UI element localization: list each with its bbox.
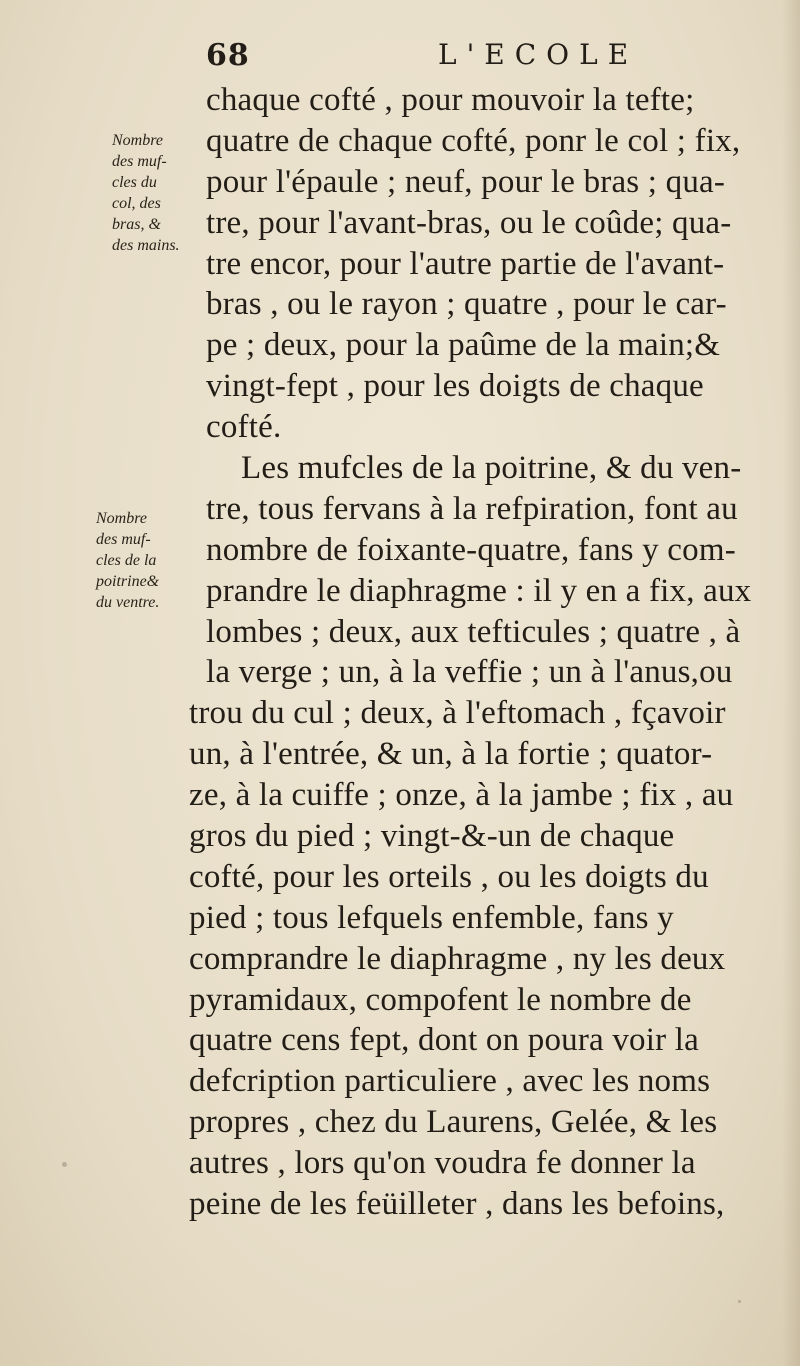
margin-note-line: poitrine& — [96, 573, 160, 590]
margin-note-line: Nombre — [96, 510, 147, 527]
ink-spot — [738, 1300, 741, 1303]
margin-note-line: du ventre. — [96, 594, 160, 611]
text-line: quatre cens fept, dont on poura voir la — [189, 1022, 699, 1059]
body-text — [189, 80, 794, 1225]
text-line: autres , lors qu'on voudra fe donner la — [189, 1145, 696, 1182]
text-line: nombre de foixante-quatre, fans y com- — [206, 531, 736, 568]
text-line: trou du cul ; deux, à l'eftomach , fçavoir — [189, 695, 726, 732]
text-line: chaque cofté , pour mouvoir la tefte; — [206, 82, 695, 118]
text-line: pe ; deux, pour la paûme de la main;& — [206, 327, 721, 364]
text-line: peine de les feüilleter , dans les befoins, — [189, 1186, 725, 1223]
text-line: tre, pour l'avant-bras, ou le coûde; qua- — [206, 204, 732, 241]
text-line: cofté. — [206, 409, 282, 446]
page-number: 68 — [206, 38, 250, 73]
text-line: pour l'épaule ; neuf, pour le bras ; qua- — [206, 163, 726, 200]
text-line: tre, tous fervans à la refpiration, font au — [206, 490, 738, 527]
margin-note-line: cles de la — [96, 552, 157, 569]
margin-note-line: des muf- — [112, 153, 167, 170]
text-line: lombes ; deux, aux tefticules ; quatre , à — [206, 613, 741, 650]
text-line: un, à l'entrée, & un, à la fortie ; quator- — [189, 736, 713, 773]
text-line: cofté, pour les orteils , ou les doigts du — [189, 858, 709, 895]
text-line: tre encor, pour l'autre partie de l'avant- — [206, 245, 725, 282]
text-line: prandre le diaphragme : il y en a fix, aux — [206, 572, 752, 609]
text-line: la verge ; un, à la veffie ; un à l'anus,ou — [206, 654, 733, 691]
text-line: pied ; tous lefquels enfemble, fans y — [189, 899, 674, 936]
margin-note-line: Nombre — [112, 132, 163, 149]
running-title: L'ECOLE — [438, 38, 639, 71]
margin-note-line: cles du — [112, 174, 157, 191]
paragraph-start-line: Les mufcles de la poitrine, & du ven- — [241, 450, 742, 487]
margin-note-line: col, des — [112, 195, 161, 212]
running-head — [0, 38, 800, 78]
text-line: comprandre le diaphragme , ny les deux — [189, 940, 726, 977]
text-line: bras , ou le rayon ; quatre , pour le car- — [206, 286, 727, 323]
margin-note-line: des muf- — [96, 531, 151, 548]
text-line: quatre de chaque cofté, ponr le col ; fix, — [206, 122, 741, 159]
margin-note-line: bras, & — [112, 216, 161, 233]
text-line: ze, à la cuiffe ; onze, à la jambe ; fix , au — [189, 777, 734, 814]
text-line: defcription particuliere , avec les noms — [189, 1063, 711, 1100]
text-line: gros du pied ; vingt-&-un de chaque — [189, 818, 675, 855]
text-line: vingt-fept , pour les doigts de chaque — [206, 368, 704, 405]
ink-spot — [62, 1162, 67, 1167]
text-line: propres , chez du Laurens, Gelée, & les — [189, 1104, 718, 1141]
text-line: pyramidaux, compofent le nombre de — [189, 981, 692, 1018]
margin-note-line: des mains. — [112, 237, 180, 254]
